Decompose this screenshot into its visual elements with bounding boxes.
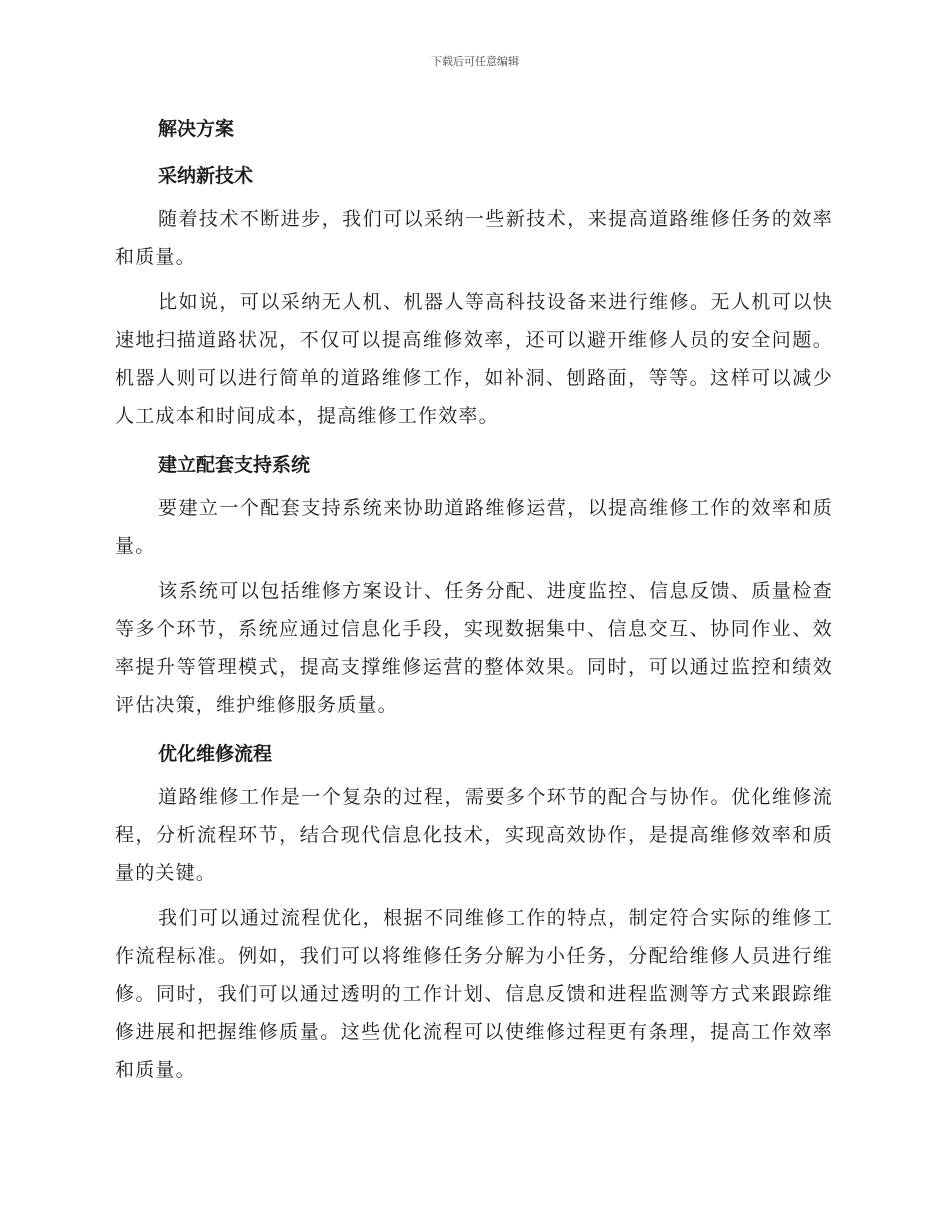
document-title: 解决方案 [158,118,235,140]
document-body [115,106,833,1096]
paragraph: 随着技术不断进步，我们可以采纳一些新技术，来提高道路维修任务的效率和质量。 [115,208,833,268]
section-heading-support-system: 建立配套支持系统 [158,454,311,476]
paragraph: 要建立一个配套支持系统来协助道路维修运营，以提高维修工作的效率和质量。 [115,497,833,557]
paragraph: 该系统可以包括维修方案设计、任务分配、进度监控、信息反馈、质量检查等多个环节，系统应通过信息化手段，实现数据集中、信息交互、协同作业、效率提升等管理模式，提高支撑维修运营的整体效果。同时，可以通过监控和绩效评估决策，维护维修服务质量。 [115,580,833,716]
paragraph: 比如说，可以采纳无人机、机器人等高科技设备来进行维修。无人机可以快速地扫描道路状况，不仅可以提高维修效率，还可以避开维修人员的安全问题。机器人则可以进行简单的道路维修工作，如补洞、刨路面，等等。这样可以减少人工成本和时间成本，提高维修工作效率。 [115,291,833,427]
section-heading-optimize-process: 优化维修流程 [158,743,273,765]
page-header: 下载后可任意编辑 [431,55,519,68]
paragraph: 道路维修工作是一个复杂的过程，需要多个环节的配合与协作。优化维修流程，分析流程环节，结合现代信息化技术，实现高效协作，是提高维修效率和质量的关键。 [115,786,833,884]
paragraph: 我们可以通过流程优化，根据不同维修工作的特点，制定符合实际的维修工作流程标准。例如，我们可以将维修任务分解为小任务，分配给维修人员进行维修。同时，我们可以通过透明的工作计划、信息反馈和进程监测等方式来跟踪维修进展和把握维修质量。这些优化流程可以使维修过程更有条理，提高工作效率和质量。 [115,907,833,1081]
section-heading-new-technology: 采纳新技术 [158,165,254,187]
